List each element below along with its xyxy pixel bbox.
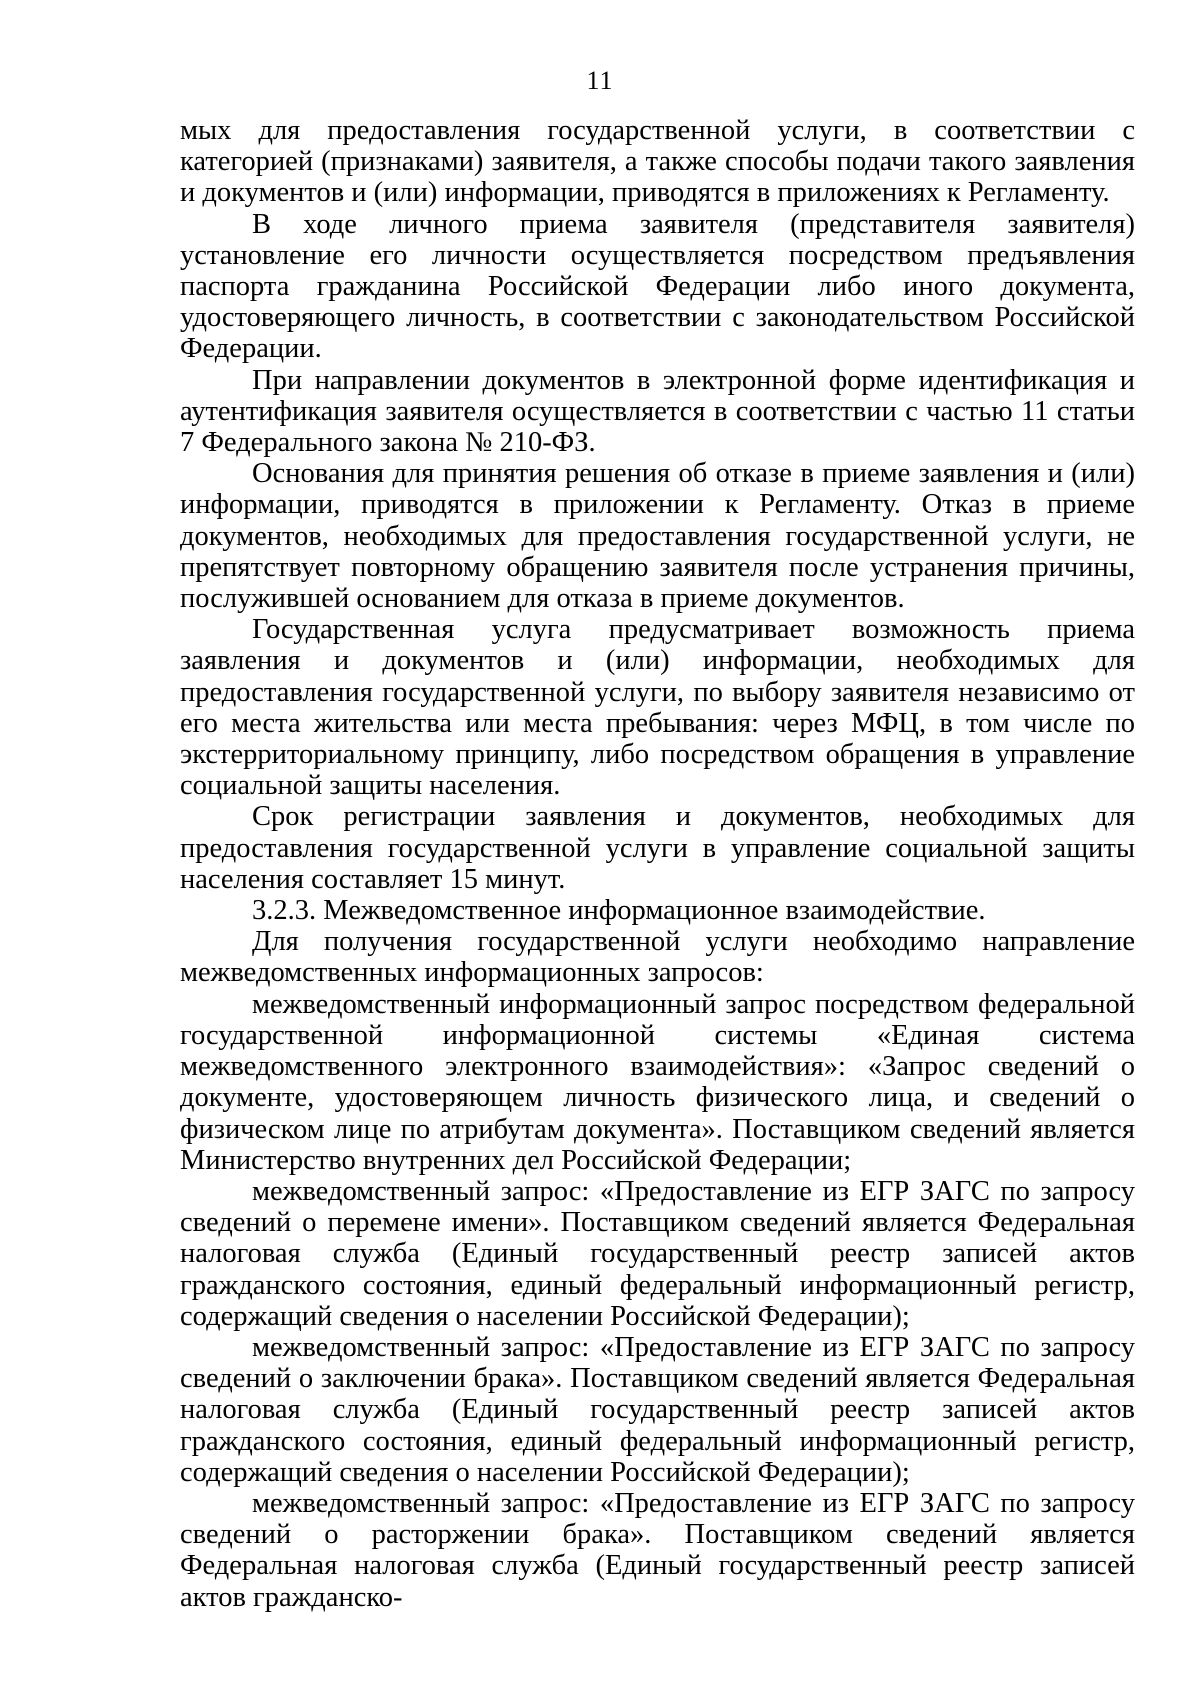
paragraph-registration-term: Срок регистрации заявления и документов, необходимых для предоставления государственной услуги в управление социальной защиты населения составляет 15 минут. [180,801,1135,895]
section-heading-3-2-3: 3.2.3. Межведомственное информационное взаимодействие. [252,895,986,927]
document-body [180,115,1135,1613]
paragraph-submission-options: Государственная услуга предусматривает возможность приема заявления и документов и (или) информации, необходимых для предоставления государственной услуги, по выбору заявителя независимо от его места жительства или места пребывания: через МФЦ, в том числе по экстерриториальному принципу, либо посредством обращения в управление социальной защиты населения. [180,614,1135,802]
list-item-name-change-request: межведомственный запрос: «Предоставление из ЕГР ЗАГС по запросу сведений о перемене имени». Поставщиком сведений является Федеральная налоговая служба (Единый государственный реестр записей актов гражданского состояния, единый федеральный информационный регистр, содержащий сведения о населении Российской Федерации); [180,1175,1135,1332]
list-item-marriage-request: межведомственный запрос: «Предоставление из ЕГР ЗАГС по запросу сведений о заключении брака». Поставщиком сведений является Федеральная налоговая служба (Единый государственный реестр записей актов гражданского состояния, единый федеральный информационный регистр, содержащий сведения о населении Российской Федерации); [180,1331,1135,1488]
page-number: 11 [586,66,614,95]
paragraph-electronic-identification: При направлении документов в электронной форме идентификация и аутентификация заявителя осуществляется в соответствии с частью 11 статьи 7 Федерального закона № 210-ФЗ. [180,364,1135,459]
paragraph-personal-reception: В ходе личного приема заявителя (представителя заявителя) установление его личности осуществляется посредством предъявления паспорта гражданина Российской Федерации либо иного документа, удостоверяющего личность, в соответствии с законодательством Российской Федерации. [180,208,1135,365]
list-item-divorce-request: межведомственный запрос: «Предоставление из ЕГР ЗАГС по запросу сведений о расторжении брака». Поставщиком сведений является Федеральная налоговая служба (Единый государственный реестр записей актов гражданско- [180,1487,1135,1613]
list-item-smev-request: межведомственный информационный запрос посредством федеральной государственной информационной системы «Единая система межведомственного электронного взаимодействия»: «Запрос сведений о документе, удостоверяющем личность физического лица, и сведений о физическом лице по атрибутам документа». Поставщиком сведений является Министерство внутренних дел Российской Федерации; [180,988,1135,1176]
paragraph-interagency-requests-intro: Для получения государственной услуги необходимо направление межведомственных информационных запросов: [180,926,1135,989]
paragraph-continuation: мых для предоставления государственной услуги, в соответствии с категорией (признаками) заявителя, а также способы подачи такого заявления и документов и (или) информации, приводятся в приложениях к Регламенту. [180,115,1135,209]
paragraph-refusal-grounds: Основания для принятия решения об отказе в приеме заявления и (или) информации, приводятся в приложении к Регламенту. Отказ в приеме документов, необходимых для предоставления государственной услуги, не препятствует повторному обращению заявителя после устранения причины, послужившей основанием для отказа в приеме документов. [180,458,1135,615]
